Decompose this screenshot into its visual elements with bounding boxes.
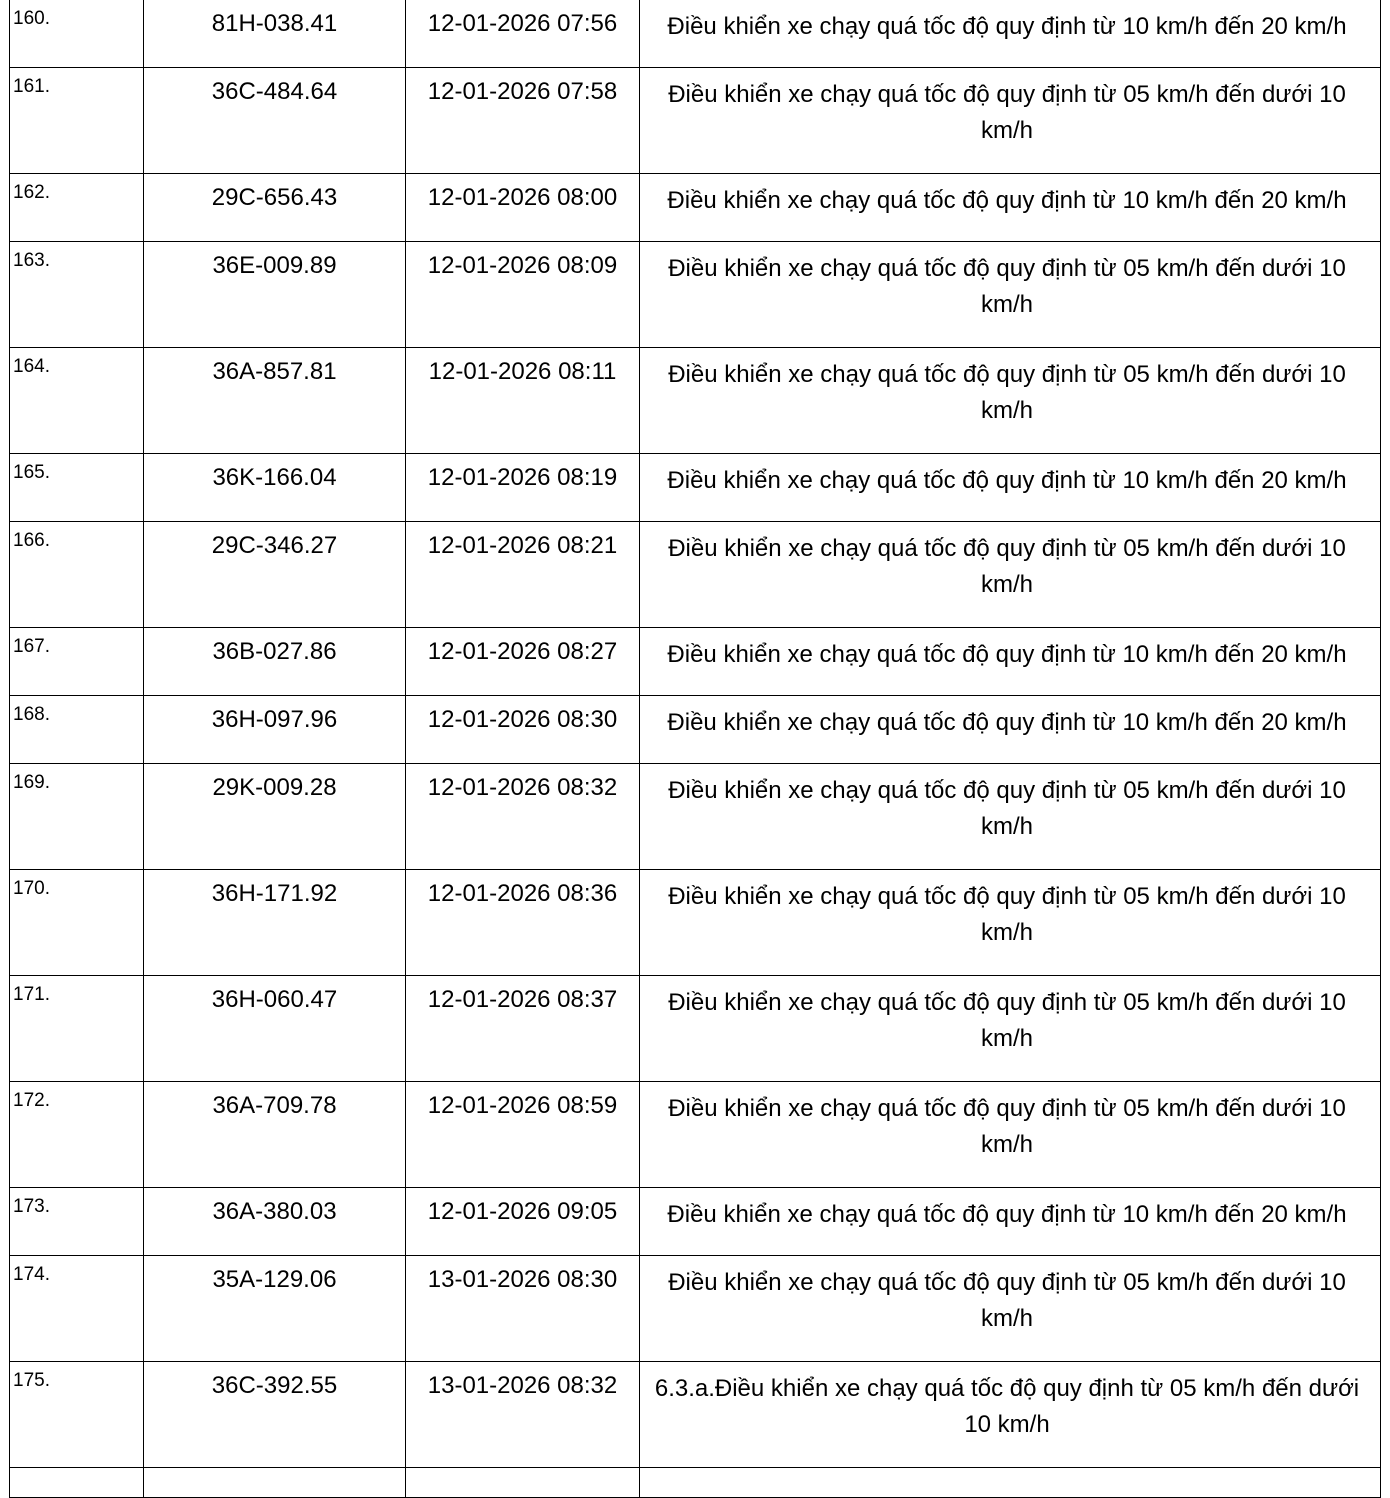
violation-description: Điều khiển xe chạy quá tốc độ quy định từ 05 km/h đến dưới 10 km/h (640, 976, 1381, 1082)
violation-time: 12-01-2026 08:59 (406, 1082, 640, 1188)
violation-time: 12-01-2026 08:21 (406, 522, 640, 628)
violation-description: Điều khiển xe chạy quá tốc độ quy định từ 05 km/h đến dưới 10 km/h (640, 348, 1381, 454)
license-plate: 36A-857.81 (144, 348, 406, 454)
violation-description: Điều khiển xe chạy quá tốc độ quy định từ 10 km/h đến 20 km/h (640, 1188, 1381, 1256)
violation-time: 12-01-2026 08:30 (406, 696, 640, 764)
table-row (10, 1082, 1381, 1188)
license-plate: 29K-009.28 (144, 764, 406, 870)
row-number: 161. (10, 68, 144, 174)
row-number: 171. (10, 976, 144, 1082)
table-row (10, 1362, 1381, 1468)
violation-time: 13-01-2026 08:30 (406, 1256, 640, 1362)
empty-cell (10, 1468, 144, 1498)
violation-time: 12-01-2026 07:56 (406, 0, 640, 68)
row-number: 166. (10, 522, 144, 628)
row-number: 168. (10, 696, 144, 764)
violation-description: Điều khiển xe chạy quá tốc độ quy định từ 05 km/h đến dưới 10 km/h (640, 870, 1381, 976)
table-row (10, 1188, 1381, 1256)
violation-time: 12-01-2026 08:27 (406, 628, 640, 696)
row-number: 167. (10, 628, 144, 696)
violation-description: Điều khiển xe chạy quá tốc độ quy định từ 05 km/h đến dưới 10 km/h (640, 522, 1381, 628)
license-plate: 81H-038.41 (144, 0, 406, 68)
row-number: 165. (10, 454, 144, 522)
violation-time: 13-01-2026 08:32 (406, 1362, 640, 1468)
table-row (10, 242, 1381, 348)
license-plate: 36H-060.47 (144, 976, 406, 1082)
violation-time: 12-01-2026 08:11 (406, 348, 640, 454)
violation-time: 12-01-2026 08:37 (406, 976, 640, 1082)
row-number: 173. (10, 1188, 144, 1256)
row-number: 160. (10, 0, 144, 68)
row-number: 164. (10, 348, 144, 454)
license-plate: 36K-166.04 (144, 454, 406, 522)
row-number: 172. (10, 1082, 144, 1188)
row-number: 162. (10, 174, 144, 242)
violation-time: 12-01-2026 08:00 (406, 174, 640, 242)
violations-table (9, 0, 1381, 1498)
row-number: 169. (10, 764, 144, 870)
violations-table-body (10, 0, 1381, 1498)
table-row (10, 764, 1381, 870)
violation-description: Điều khiển xe chạy quá tốc độ quy định từ 05 km/h đến dưới 10 km/h (640, 68, 1381, 174)
violation-time: 12-01-2026 08:19 (406, 454, 640, 522)
table-row (10, 976, 1381, 1082)
table-row (10, 68, 1381, 174)
row-number: 174. (10, 1256, 144, 1362)
violation-description: Điều khiển xe chạy quá tốc độ quy định từ 05 km/h đến dưới 10 km/h (640, 1082, 1381, 1188)
violation-time: 12-01-2026 08:09 (406, 242, 640, 348)
license-plate: 36C-484.64 (144, 68, 406, 174)
license-plate: 29C-346.27 (144, 522, 406, 628)
table-row (10, 174, 1381, 242)
table-row (10, 628, 1381, 696)
violation-description: 6.3.a.Điều khiển xe chạy quá tốc độ quy định từ 05 km/h đến dưới 10 km/h (640, 1362, 1381, 1468)
license-plate: 36C-392.55 (144, 1362, 406, 1468)
violation-description: Điều khiển xe chạy quá tốc độ quy định từ 10 km/h đến 20 km/h (640, 174, 1381, 242)
violation-time: 12-01-2026 07:58 (406, 68, 640, 174)
row-number: 170. (10, 870, 144, 976)
license-plate: 36B-027.86 (144, 628, 406, 696)
table-row (10, 696, 1381, 764)
license-plate: 29C-656.43 (144, 174, 406, 242)
violation-description: Điều khiển xe chạy quá tốc độ quy định từ 10 km/h đến 20 km/h (640, 628, 1381, 696)
violation-time: 12-01-2026 08:32 (406, 764, 640, 870)
table-row (10, 0, 1381, 68)
table-row (10, 522, 1381, 628)
license-plate: 36H-097.96 (144, 696, 406, 764)
table-row-partial (10, 1468, 1381, 1498)
violation-description: Điều khiển xe chạy quá tốc độ quy định từ 10 km/h đến 20 km/h (640, 0, 1381, 68)
table-row (10, 870, 1381, 976)
violation-description: Điều khiển xe chạy quá tốc độ quy định từ 05 km/h đến dưới 10 km/h (640, 242, 1381, 348)
license-plate: 35A-129.06 (144, 1256, 406, 1362)
license-plate: 36A-709.78 (144, 1082, 406, 1188)
violation-time: 12-01-2026 08:36 (406, 870, 640, 976)
table-row (10, 348, 1381, 454)
empty-cell (640, 1468, 1381, 1498)
row-number: 175. (10, 1362, 144, 1468)
violation-description: Điều khiển xe chạy quá tốc độ quy định từ 05 km/h đến dưới 10 km/h (640, 764, 1381, 870)
violation-description: Điều khiển xe chạy quá tốc độ quy định từ 05 km/h đến dưới 10 km/h (640, 1256, 1381, 1362)
violation-time: 12-01-2026 09:05 (406, 1188, 640, 1256)
row-number: 163. (10, 242, 144, 348)
license-plate: 36H-171.92 (144, 870, 406, 976)
violation-description: Điều khiển xe chạy quá tốc độ quy định từ 10 km/h đến 20 km/h (640, 454, 1381, 522)
violation-description: Điều khiển xe chạy quá tốc độ quy định từ 10 km/h đến 20 km/h (640, 696, 1381, 764)
license-plate: 36A-380.03 (144, 1188, 406, 1256)
license-plate: 36E-009.89 (144, 242, 406, 348)
table-row (10, 1256, 1381, 1362)
empty-cell (144, 1468, 406, 1498)
table-row (10, 454, 1381, 522)
empty-cell (406, 1468, 640, 1498)
